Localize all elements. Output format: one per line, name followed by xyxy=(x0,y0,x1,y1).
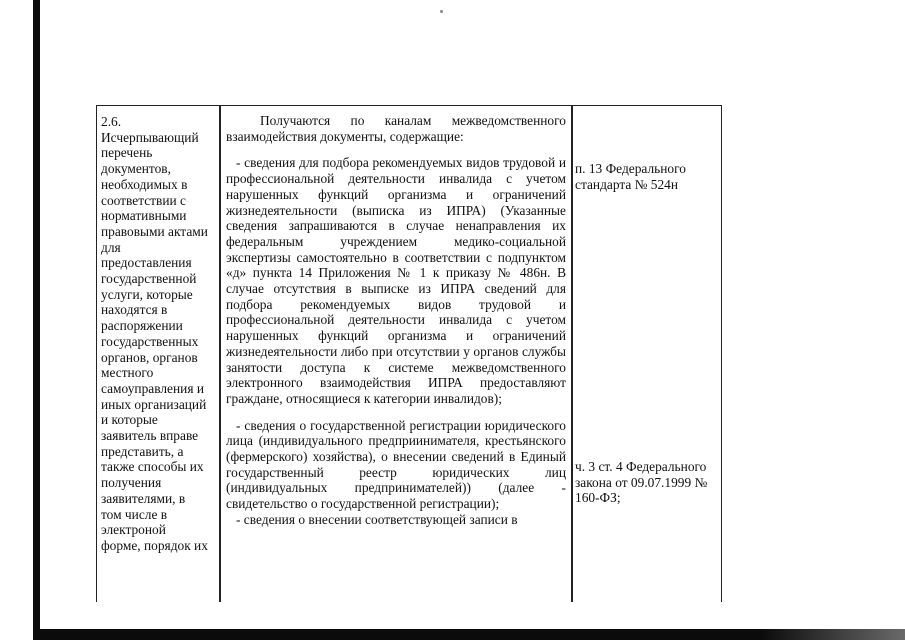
description-line: заявителями, в xyxy=(101,490,186,506)
regulation-table xyxy=(96,105,722,602)
description-line: распоряжении xyxy=(101,318,183,334)
description-line: правовыми актами xyxy=(101,223,208,239)
description-line: самоуправления и xyxy=(101,380,204,396)
description-line: услуги, которые xyxy=(101,286,193,302)
column-divider-2 xyxy=(571,106,573,602)
description-line: получения xyxy=(101,475,162,491)
description-line: заявитель вправе xyxy=(101,428,199,444)
column-divider-1 xyxy=(219,106,221,602)
description-line: находятся в xyxy=(101,302,168,318)
description-line: органов, органов xyxy=(101,349,198,365)
description-line: документов, xyxy=(101,161,171,177)
reference-standard-524n: п. 13 Федерального стандарта № 524н xyxy=(575,161,686,192)
description-line: том числе в xyxy=(101,506,168,522)
description-line: местного xyxy=(101,365,154,381)
scan-speck xyxy=(440,10,443,13)
description-line: соответствии с xyxy=(101,192,186,208)
documents-item-registration: - сведения о государственной регистрации юридического лица (индивидуального предприинимателя, крестьянского (фермерского) хозяйства), о внесении сведений в Единый государственный реестр юридических лиц (индивидуальных предпринимателей)) (далее - свидетельство о государственной регистрации); xyxy=(226,417,566,512)
description-line: нормативными xyxy=(101,208,187,224)
documents-intro: Получаются по каналам межведомственного взаимодействия документы, содержащие: xyxy=(226,113,566,144)
documents-cell xyxy=(226,113,566,528)
description-line: электроной xyxy=(101,522,166,538)
scan-left-edge xyxy=(33,0,40,640)
description-line: иных организаций xyxy=(101,396,207,412)
description-line: для xyxy=(101,239,121,255)
documents-item-record: - сведения о внесении соответствующей записи в xyxy=(236,511,518,527)
description-line: предоставления xyxy=(101,255,192,271)
description-line: форме, порядок их xyxy=(101,537,208,553)
description-line: представить, а xyxy=(101,443,184,459)
description-line: необходимых в xyxy=(101,176,188,192)
description-line: государственных xyxy=(101,333,199,349)
description-line: также способы их xyxy=(101,459,204,475)
row-number: 2.6. xyxy=(101,114,122,129)
description-line: и которые xyxy=(101,412,158,428)
documents-item-ipra: - сведения для подбора рекомендуемых видов трудовой и профессиональной деятельности инвалида с учетом нарушенных функций организма и ограничений жизнедеятельности (выписка из ИПРА) (Указанные сведения запрашиваются в случае ненаправления их федеральным учреждением медико-социальной экспертизы самостоятельно в соответствии с подпунктом «д» пункта 14 Приложения № 1 к приказу № 486н. В случае отсутствия в выписке из ИПРА сведений для подбора рекомендуемых видов трудовой и профессиональной деятельности инвалида с учетом нарушенных функций организма и ограничений жизнедеятельности либо при отсутствии у органов службы занятости доступа к системе межведомственного электронного взаимодействия ИПРА предоставляют граждане, относящиеся к категории инвалидов); xyxy=(226,155,566,406)
scan-bottom-edge-fade xyxy=(760,629,905,640)
description-line: Исчерпывающий xyxy=(101,129,199,145)
description-line: перечень xyxy=(101,145,153,161)
reference-law-160fz: ч. 3 ст. 4 Федерального закона от 09.07.1999 № 160-ФЗ; xyxy=(575,459,708,506)
description-line: государственной xyxy=(101,271,197,287)
row-description-cell xyxy=(101,114,217,554)
